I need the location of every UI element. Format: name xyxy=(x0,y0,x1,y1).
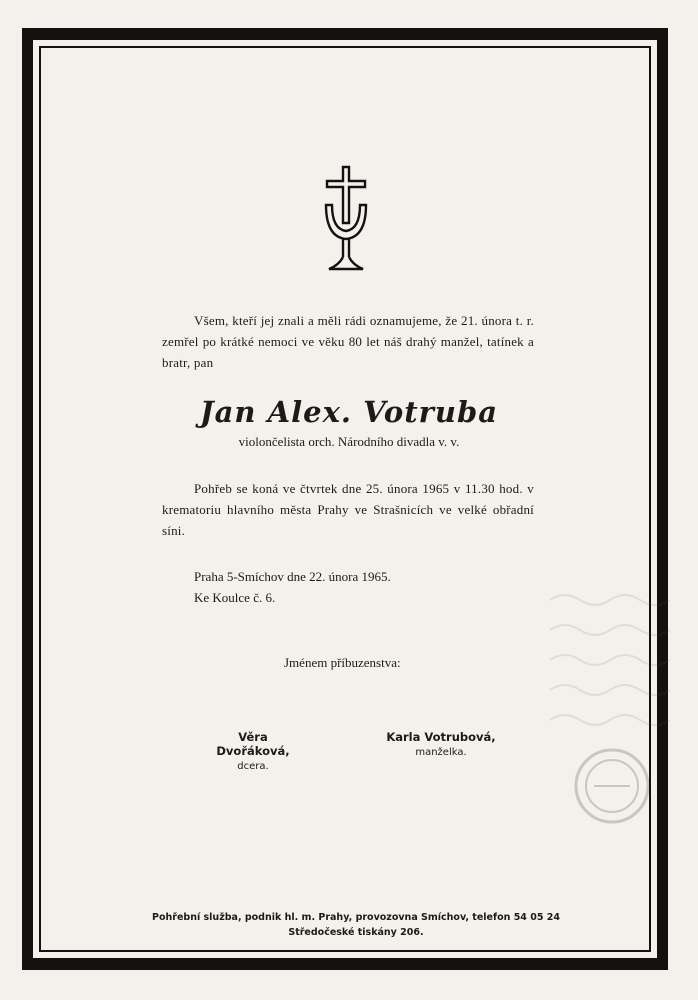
cross-chalice-icon xyxy=(320,165,372,273)
deceased-occupation: violončelista orch. Národního divadla v. v. xyxy=(238,434,460,449)
announcement-paragraph: Všem, kteří jej znali a měli rádi oznamujeme, že 21. února t. r. zemřel po krátké nemoci ve věku 80 let náš drahý manžel, tatínek a bratr, pan xyxy=(162,313,534,370)
signatory-wife xyxy=(386,730,496,758)
place-date-line: Praha 5-Smíchov dne 22. února 1965. xyxy=(194,569,391,584)
signatory-name: Karla Votrubová, xyxy=(386,730,496,744)
signatory-name: Věra Dvořáková, xyxy=(216,730,290,758)
address-line: Ke Koulce č. 6. xyxy=(194,590,276,605)
faded-wave-marks-icon xyxy=(540,580,670,740)
signatory-daughter xyxy=(200,730,306,772)
deceased-name: Jan Alex. Votruba xyxy=(199,395,499,429)
signatory-relation: dcera. xyxy=(237,761,269,772)
signatory-relation: manželka. xyxy=(415,747,467,758)
funeral-details-paragraph: Pohřeb se koná ve čtvrtek dne 25. února 1965 v 11.30 hod. v krematoriu hlavního města Prahy ve Strašnicích ve velké obřadní síni. xyxy=(162,481,534,538)
family-heading: Jménem příbuzenstva: xyxy=(284,655,401,670)
printer-footer xyxy=(0,910,698,940)
place-and-address xyxy=(194,566,391,608)
postal-stamp-icon xyxy=(572,746,652,826)
footer-line-1: Pohřební služba, podnik hl. m. Prahy, provozovna Smíchov, telefon 54 05 24 xyxy=(152,912,560,923)
footer-line-2: Středočeské tiskány 206. xyxy=(288,927,424,938)
